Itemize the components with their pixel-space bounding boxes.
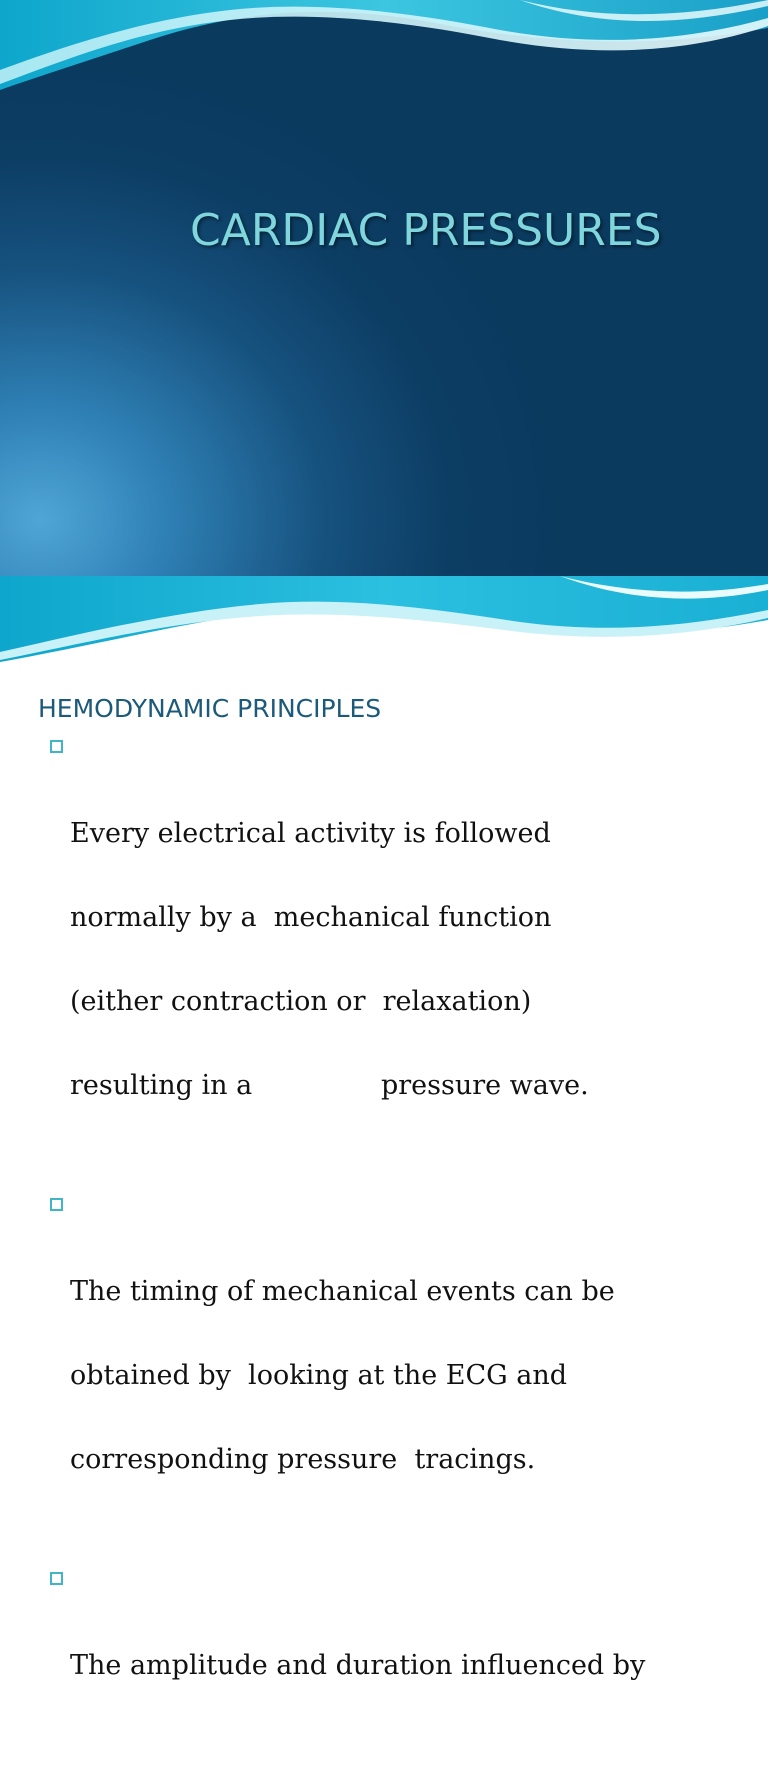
bullet-list xyxy=(0,736,768,1774)
content-waves xyxy=(0,576,768,676)
square-bullet-icon xyxy=(50,740,63,753)
header-waves xyxy=(0,0,768,120)
bullet-text-line: The amplitude and duration influenced by xyxy=(70,1650,646,1681)
bullet-text-line: normally by a mechanical function xyxy=(70,902,552,933)
bullet-text-line: (either contraction or relaxation) xyxy=(70,986,532,1017)
bullet-item xyxy=(0,1568,768,1736)
content-slide xyxy=(0,576,768,1681)
slide-title: CARDIAC PRESSURES xyxy=(190,205,662,256)
bullet-text-line: Every electrical activity is followed xyxy=(70,818,551,849)
bullet-item xyxy=(0,1194,768,1530)
title-slide xyxy=(0,0,768,576)
bullet-text-line: resulting in a pressure wave. xyxy=(70,1070,589,1101)
bullet-text-line: The timing of mechanical events can be xyxy=(70,1276,615,1307)
bullet-text-line: obtained by looking at the ECG and xyxy=(70,1360,568,1391)
section-heading: HEMODYNAMIC PRINCIPLES xyxy=(38,694,382,723)
square-bullet-icon xyxy=(50,1198,63,1211)
bullet-item xyxy=(0,736,768,1156)
square-bullet-icon xyxy=(50,1572,63,1585)
bullet-text-line: corresponding pressure tracings. xyxy=(70,1444,536,1475)
